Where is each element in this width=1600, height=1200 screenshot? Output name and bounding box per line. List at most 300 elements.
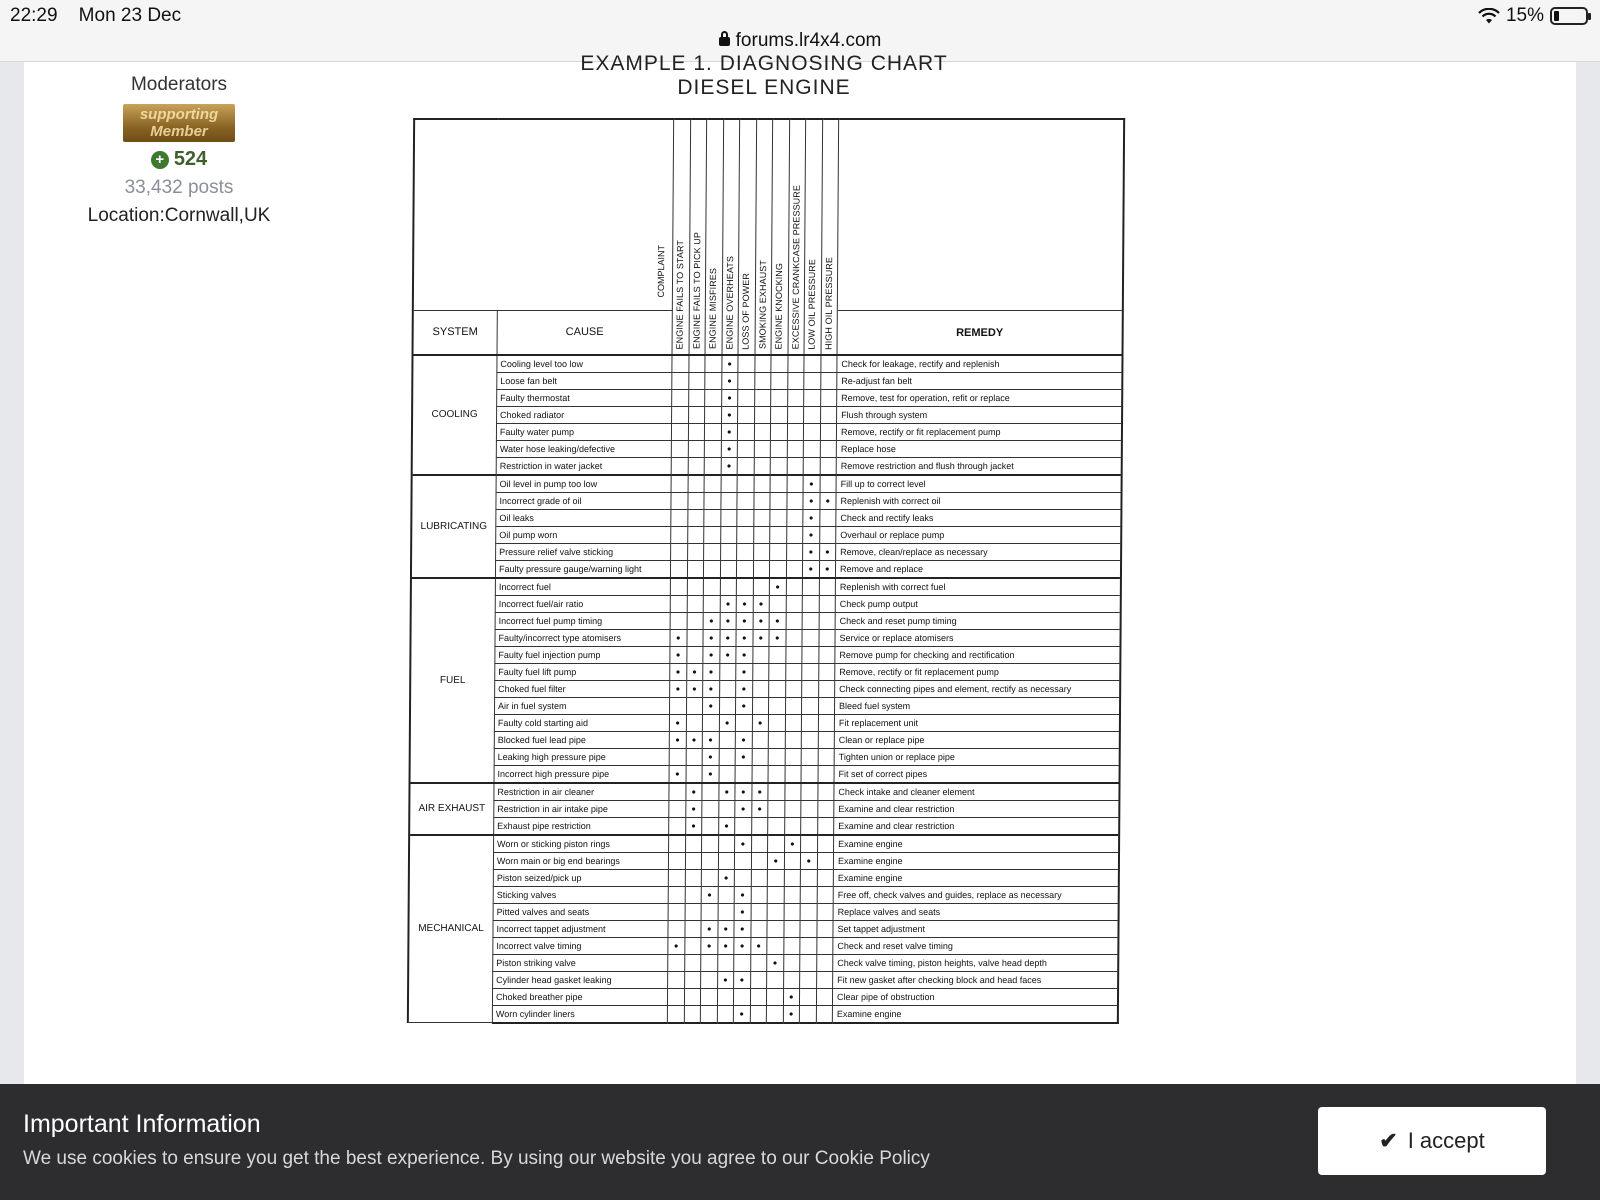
remedy-cell: Check connecting pipes and element, rectify as necessary bbox=[835, 680, 1121, 697]
symptom-cell bbox=[786, 560, 803, 578]
table-row bbox=[408, 988, 1118, 1005]
symptom-cell bbox=[819, 509, 836, 526]
symptom-cell bbox=[687, 492, 704, 509]
cause-cell: Choked fuel filter bbox=[495, 680, 670, 697]
remedy-cell: Replenish with correct fuel bbox=[835, 578, 1121, 596]
accept-label: I accept bbox=[1407, 1128, 1485, 1153]
complaint-dot: • bbox=[727, 390, 732, 405]
symptom-cell bbox=[817, 817, 834, 835]
symptom-cell bbox=[718, 783, 735, 801]
symptom-cell bbox=[736, 595, 753, 612]
cause-cell: Faulty/incorrect type atomisers bbox=[495, 629, 670, 646]
symptom-cell bbox=[769, 680, 786, 697]
complaint-dot: • bbox=[741, 664, 747, 679]
symptom-cell bbox=[702, 783, 719, 801]
remedy-cell: Set tappet adjustment bbox=[833, 920, 1119, 937]
complaint-dot: • bbox=[724, 818, 729, 833]
complaint-dot: • bbox=[758, 715, 763, 730]
cause-cell: Restriction in air cleaner bbox=[494, 783, 669, 801]
symptom-cell bbox=[816, 937, 833, 954]
symptom-cell bbox=[801, 835, 818, 853]
table-row bbox=[408, 920, 1118, 937]
cause-cell: Cooling level too low bbox=[497, 355, 672, 373]
table-row bbox=[412, 406, 1122, 423]
reputation bbox=[24, 148, 334, 171]
symptom-cell bbox=[734, 869, 751, 886]
symptom-cell bbox=[801, 714, 818, 731]
symptom-cell bbox=[803, 423, 820, 440]
symptom-cell bbox=[771, 406, 788, 423]
remedy-cell: Flush through system bbox=[837, 406, 1123, 423]
symptom-cell bbox=[720, 595, 737, 612]
symptom-header bbox=[821, 119, 839, 355]
symptom-cell bbox=[770, 457, 787, 475]
symptom-cell bbox=[752, 680, 769, 697]
symptom-cell bbox=[721, 406, 738, 423]
cause-cell: Restriction in air intake pipe bbox=[494, 800, 669, 817]
complaint-dot: • bbox=[741, 784, 746, 799]
symptom-cell bbox=[785, 646, 802, 663]
symptom-cell bbox=[668, 886, 685, 903]
cause-cell: Exhaust pipe restriction bbox=[494, 817, 669, 835]
symptom-cell bbox=[703, 595, 720, 612]
complaint-dot: • bbox=[708, 749, 713, 764]
complaint-dot: • bbox=[808, 561, 813, 576]
complaint-dot: • bbox=[757, 801, 762, 816]
symptom-label: HIGH OIL PRESSURE bbox=[823, 256, 834, 350]
symptom-cell bbox=[685, 783, 702, 801]
symptom-cell bbox=[670, 612, 687, 629]
table-row bbox=[412, 372, 1122, 389]
symptom-cell bbox=[818, 765, 835, 783]
symptom-cell bbox=[687, 509, 704, 526]
remedy-cell: Clear pipe of obstruction bbox=[832, 988, 1118, 1005]
symptom-cell bbox=[671, 526, 688, 543]
symptom-cell bbox=[700, 1005, 717, 1023]
symptom-cell bbox=[783, 920, 800, 937]
symptom-cell bbox=[687, 560, 704, 578]
symptom-cell bbox=[736, 646, 753, 663]
symptom-cell bbox=[737, 457, 754, 475]
symptom-cell bbox=[785, 748, 802, 765]
symptom-cell bbox=[802, 560, 819, 578]
cause-cell: Incorrect tappet adjustment bbox=[493, 920, 668, 937]
symptom-cell bbox=[753, 526, 770, 543]
symptom-header bbox=[804, 119, 822, 355]
complaint-dot: • bbox=[708, 766, 713, 781]
symptom-cell bbox=[802, 578, 819, 596]
symptom-cell bbox=[801, 783, 818, 801]
complaint-dot: • bbox=[725, 630, 730, 645]
remedy-cell: Tighten union or replace pipe bbox=[834, 748, 1120, 765]
symptom-cell bbox=[818, 680, 835, 697]
table-row bbox=[410, 629, 1120, 646]
symptom-cell bbox=[804, 406, 821, 423]
symptom-cell bbox=[768, 817, 785, 835]
symptom-cell bbox=[670, 680, 687, 697]
symptom-cell bbox=[787, 457, 804, 475]
symptom-cell bbox=[721, 423, 738, 440]
symptom-cell bbox=[687, 595, 704, 612]
remedy-cell: Check valve timing, piston heights, valve head depth bbox=[833, 954, 1119, 971]
complaint-dot: • bbox=[740, 887, 745, 902]
complaint-dot: • bbox=[673, 938, 679, 953]
symptom-cell bbox=[719, 714, 736, 731]
symptom-cell bbox=[734, 920, 751, 937]
complaint-dot: • bbox=[725, 647, 730, 662]
symptom-cell bbox=[669, 748, 686, 765]
symptom-cell bbox=[801, 817, 818, 835]
symptom-cell bbox=[752, 731, 769, 748]
remedy-cell: Remove, clean/replace as necessary bbox=[836, 543, 1122, 560]
symptom-cell bbox=[688, 457, 705, 475]
symptom-cell bbox=[767, 869, 784, 886]
cause-cell: Faulty fuel injection pump bbox=[495, 646, 670, 663]
symptom-label: SMOKING EXHAUST bbox=[757, 260, 768, 350]
symptom-cell bbox=[785, 731, 802, 748]
reputation-count: 524 bbox=[173, 148, 208, 170]
symptom-cell bbox=[721, 389, 738, 406]
remedy-cell: Remove, test for operation, refit or replace bbox=[837, 389, 1123, 406]
symptom-cell bbox=[767, 971, 784, 988]
symptom-cell bbox=[672, 355, 689, 373]
table-row bbox=[412, 440, 1122, 457]
symptom-cell bbox=[719, 646, 736, 663]
remedy-cell: Check pump output bbox=[835, 595, 1121, 612]
symptom-cell bbox=[720, 612, 737, 629]
remedy-cell: Fit set of correct pipes bbox=[834, 765, 1120, 783]
symptom-cell bbox=[785, 663, 802, 680]
symptom-cell bbox=[820, 406, 837, 423]
complaint-dot: • bbox=[691, 818, 696, 833]
system-cell: COOLING bbox=[412, 355, 497, 475]
symptom-cell bbox=[818, 748, 835, 765]
complaint-dot: • bbox=[675, 766, 680, 781]
complaint-dot: • bbox=[708, 698, 713, 713]
symptom-cell bbox=[754, 355, 771, 373]
symptom-cell bbox=[671, 457, 688, 475]
table-row bbox=[409, 903, 1119, 920]
symptom-cell bbox=[670, 560, 687, 578]
symptom-cell bbox=[819, 595, 836, 612]
url-text: forums.lr4x4.com bbox=[735, 30, 882, 51]
symptom-cell bbox=[750, 954, 767, 971]
complaint-dot: • bbox=[740, 921, 745, 936]
symptom-cell bbox=[686, 646, 703, 663]
table-row bbox=[409, 817, 1119, 835]
post-count[interactable]: 33,432 posts bbox=[124, 177, 234, 198]
symptom-cell bbox=[787, 440, 804, 457]
symptom-cell bbox=[717, 920, 734, 937]
symptom-cell bbox=[752, 663, 769, 680]
symptom-cell bbox=[701, 852, 718, 869]
symptom-cell bbox=[820, 475, 837, 493]
symptom-cell bbox=[802, 646, 819, 663]
symptom-cell bbox=[686, 697, 703, 714]
symptom-cell bbox=[703, 578, 720, 596]
symptom-cell bbox=[818, 714, 835, 731]
symptom-cell bbox=[684, 937, 701, 954]
symptom-cell bbox=[702, 731, 719, 748]
symptom-cell bbox=[802, 612, 819, 629]
symptom-cell bbox=[701, 886, 718, 903]
symptom-cell bbox=[785, 714, 802, 731]
symptom-cell bbox=[669, 835, 686, 853]
symptom-cell bbox=[804, 372, 821, 389]
remedy-cell: Clean or replace pipe bbox=[834, 731, 1120, 748]
symptom-cell bbox=[671, 509, 688, 526]
symptom-cell bbox=[754, 423, 771, 440]
table-row bbox=[411, 578, 1121, 596]
member-group[interactable]: Moderators bbox=[130, 74, 228, 95]
symptom-cell bbox=[720, 543, 737, 560]
symptom-cell bbox=[668, 903, 685, 920]
symptom-cell bbox=[783, 954, 800, 971]
remedy-cell: Fit replacement unit bbox=[834, 714, 1120, 731]
symptom-cell bbox=[820, 389, 837, 406]
complaint-dot: • bbox=[725, 715, 730, 730]
status-time bbox=[10, 5, 181, 27]
symptom-cell bbox=[671, 492, 688, 509]
complaint-dot: • bbox=[739, 1006, 744, 1021]
system-cell: AIR EXHAUST bbox=[409, 783, 494, 835]
table-row bbox=[411, 492, 1121, 509]
symptom-cell bbox=[688, 355, 705, 373]
cookie-text: We use cookies to ensure you get the best experience. By using our website you agree to our Cookie Policy bbox=[23, 1148, 930, 1169]
symptom-cell bbox=[736, 612, 753, 629]
complaint-dot: • bbox=[709, 647, 714, 662]
symptom-cell bbox=[753, 492, 770, 509]
plus-circle-icon: + bbox=[151, 151, 169, 169]
table-row bbox=[410, 748, 1120, 765]
complaint-dot: • bbox=[806, 853, 811, 868]
symptom-cell bbox=[718, 886, 735, 903]
symptom-label: ENGINE KNOCKING bbox=[773, 262, 785, 350]
symptom-cell bbox=[769, 663, 786, 680]
symptom-label: ENGINE MISFIRES bbox=[707, 268, 719, 350]
symptom-cell bbox=[685, 800, 702, 817]
symptom-cell bbox=[750, 937, 767, 954]
accept-cookies-button[interactable] bbox=[1318, 1107, 1546, 1175]
symptom-cell bbox=[817, 852, 834, 869]
complaint-dot: • bbox=[691, 801, 696, 816]
cause-cell: Water hose leaking/defective bbox=[496, 440, 671, 457]
symptom-label: ENGINE FAILS TO START bbox=[674, 240, 686, 350]
symptom-cell bbox=[686, 663, 703, 680]
cause-cell: Choked breather pipe bbox=[492, 988, 667, 1005]
symptom-cell bbox=[704, 423, 721, 440]
symptom-cell bbox=[721, 355, 738, 373]
symptom-cell bbox=[816, 954, 833, 971]
symptom-cell bbox=[802, 595, 819, 612]
symptom-cell bbox=[687, 526, 704, 543]
symptom-cell bbox=[818, 663, 835, 680]
symptom-cell bbox=[736, 629, 753, 646]
symptom-cell bbox=[672, 406, 689, 423]
symptom-cell bbox=[702, 697, 719, 714]
supporting-member-badge: supporting Member bbox=[123, 104, 235, 142]
remedy-cell: Remove pump for checking and rectification bbox=[835, 646, 1121, 663]
symptom-cell bbox=[819, 560, 836, 578]
symptom-cell bbox=[688, 389, 705, 406]
symptom-cell bbox=[820, 457, 837, 475]
symptom-cell bbox=[670, 595, 687, 612]
symptom-cell bbox=[738, 355, 755, 373]
symptom-cell bbox=[751, 852, 768, 869]
symptom-cell bbox=[769, 646, 786, 663]
symptom-cell bbox=[786, 509, 803, 526]
complaint-dot: • bbox=[756, 938, 761, 953]
symptom-cell bbox=[753, 560, 770, 578]
remedy-cell: Check for leakage, rectify and replenish bbox=[837, 355, 1123, 373]
cause-cell: Air in fuel system bbox=[494, 697, 669, 714]
cause-cell: Incorrect fuel bbox=[495, 578, 670, 596]
remedy-cell: Replace hose bbox=[836, 440, 1122, 457]
cause-cell: Faulty fuel lift pump bbox=[495, 663, 670, 680]
complaint-dot: • bbox=[772, 955, 778, 970]
symptom-cell bbox=[802, 663, 819, 680]
complaint-dot: • bbox=[758, 596, 764, 611]
symptom-cell bbox=[686, 629, 703, 646]
symptom-cell bbox=[671, 423, 688, 440]
symptom-cell bbox=[672, 389, 689, 406]
diagnosing-table bbox=[407, 118, 1125, 1024]
symptom-cell bbox=[687, 578, 704, 596]
table-row bbox=[410, 731, 1120, 748]
symptom-cell bbox=[735, 783, 752, 801]
diagnosing-chart-image bbox=[384, 52, 1164, 1082]
symptom-cell bbox=[702, 835, 719, 853]
symptom-cell bbox=[769, 629, 786, 646]
cookie-banner bbox=[0, 1084, 1600, 1200]
battery-percent: 15% bbox=[1505, 5, 1544, 26]
symptom-cell bbox=[752, 714, 769, 731]
symptom-cell bbox=[735, 835, 752, 853]
symptom-cell bbox=[738, 406, 755, 423]
complaint-dot: • bbox=[676, 630, 681, 645]
symptom-cell bbox=[705, 389, 722, 406]
symptom-cell bbox=[816, 988, 833, 1005]
complaint-dot: • bbox=[724, 784, 729, 799]
symptom-cell bbox=[705, 406, 722, 423]
symptom-cell bbox=[786, 612, 803, 629]
battery-level bbox=[1554, 11, 1559, 21]
cookie-title: Important Information bbox=[23, 1110, 261, 1138]
symptom-cell bbox=[735, 800, 752, 817]
cause-cell: Incorrect fuel/air ratio bbox=[495, 595, 670, 612]
complaint-dot: • bbox=[727, 407, 732, 422]
symptom-cell bbox=[750, 971, 767, 988]
complaint-dot: • bbox=[675, 715, 680, 730]
table-row bbox=[412, 457, 1122, 475]
symptom-cell bbox=[800, 852, 817, 869]
symptom-cell bbox=[686, 714, 703, 731]
symptom-cell bbox=[669, 800, 686, 817]
diagnosing-table-body bbox=[408, 355, 1123, 1023]
symptom-cell bbox=[751, 886, 768, 903]
complaint-dot: • bbox=[773, 853, 778, 868]
symptom-cell bbox=[669, 697, 686, 714]
symptom-cell bbox=[718, 800, 735, 817]
symptom-cell bbox=[786, 595, 803, 612]
symptom-cell bbox=[768, 835, 785, 853]
symptom-cell bbox=[669, 714, 686, 731]
remedy-header-label: REMEDY bbox=[838, 310, 1122, 354]
chart-title: EXAMPLE 1. DIAGNOSING CHART bbox=[580, 52, 948, 75]
symptom-cell bbox=[751, 835, 768, 853]
symptom-cell bbox=[784, 800, 801, 817]
symptom-cell bbox=[801, 765, 818, 783]
symptom-cell bbox=[768, 731, 785, 748]
complaint-dot: • bbox=[675, 664, 681, 679]
symptom-cell bbox=[787, 372, 804, 389]
symptom-cell bbox=[754, 372, 771, 389]
address-bar[interactable] bbox=[0, 30, 1600, 52]
table-row bbox=[408, 1005, 1118, 1023]
symptom-cell bbox=[817, 800, 834, 817]
symptom-cell bbox=[803, 475, 820, 493]
complaint-dot: • bbox=[741, 732, 746, 747]
symptom-cell bbox=[803, 526, 820, 543]
symptom-cell bbox=[672, 372, 689, 389]
symptom-cell bbox=[754, 389, 771, 406]
symptom-cell bbox=[719, 765, 736, 783]
symptom-cell bbox=[667, 1005, 684, 1023]
author-panel bbox=[24, 62, 334, 227]
symptom-cell bbox=[738, 389, 755, 406]
symptom-cell bbox=[735, 748, 752, 765]
symptom-cell bbox=[733, 1005, 750, 1023]
symptom-cell bbox=[803, 543, 820, 560]
cause-cell: Faulty cold starting aid bbox=[494, 714, 669, 731]
symptom-cell bbox=[719, 731, 736, 748]
complaint-dot: • bbox=[725, 596, 731, 611]
complaint-dot: • bbox=[789, 989, 794, 1004]
symptom-cell bbox=[783, 937, 800, 954]
symptom-cell bbox=[802, 680, 819, 697]
status-right bbox=[1478, 5, 1588, 27]
symptom-cell bbox=[718, 817, 735, 835]
table-row bbox=[409, 886, 1119, 903]
symptom-header bbox=[722, 119, 740, 355]
symptom-cell bbox=[785, 765, 802, 783]
table-row bbox=[412, 355, 1122, 373]
complaint-dot: • bbox=[742, 647, 747, 662]
remedy-cell: Check intake and cleaner element bbox=[834, 783, 1120, 801]
symptom-cell bbox=[800, 886, 817, 903]
symptom-cell bbox=[817, 886, 834, 903]
table-row bbox=[412, 423, 1122, 440]
remedy-cell: Check and rectify leaks bbox=[836, 509, 1122, 526]
symptom-cell bbox=[802, 629, 819, 646]
symptom-cell bbox=[770, 543, 787, 560]
symptom-cell bbox=[770, 475, 787, 493]
complaint-dot: • bbox=[708, 664, 714, 679]
symptom-cell bbox=[736, 663, 753, 680]
symptom-cell bbox=[702, 817, 719, 835]
symptom-cell bbox=[784, 869, 801, 886]
symptom-cell bbox=[734, 903, 751, 920]
cause-cell: Sticking valves bbox=[493, 886, 668, 903]
symptom-cell bbox=[668, 852, 685, 869]
symptom-cell bbox=[819, 578, 836, 596]
symptom-cell bbox=[753, 543, 770, 560]
complaint-dot: • bbox=[709, 630, 714, 645]
complaint-dot: • bbox=[790, 836, 795, 851]
symptom-cell bbox=[734, 852, 751, 869]
symptom-cell bbox=[817, 869, 834, 886]
symptom-cell bbox=[786, 526, 803, 543]
